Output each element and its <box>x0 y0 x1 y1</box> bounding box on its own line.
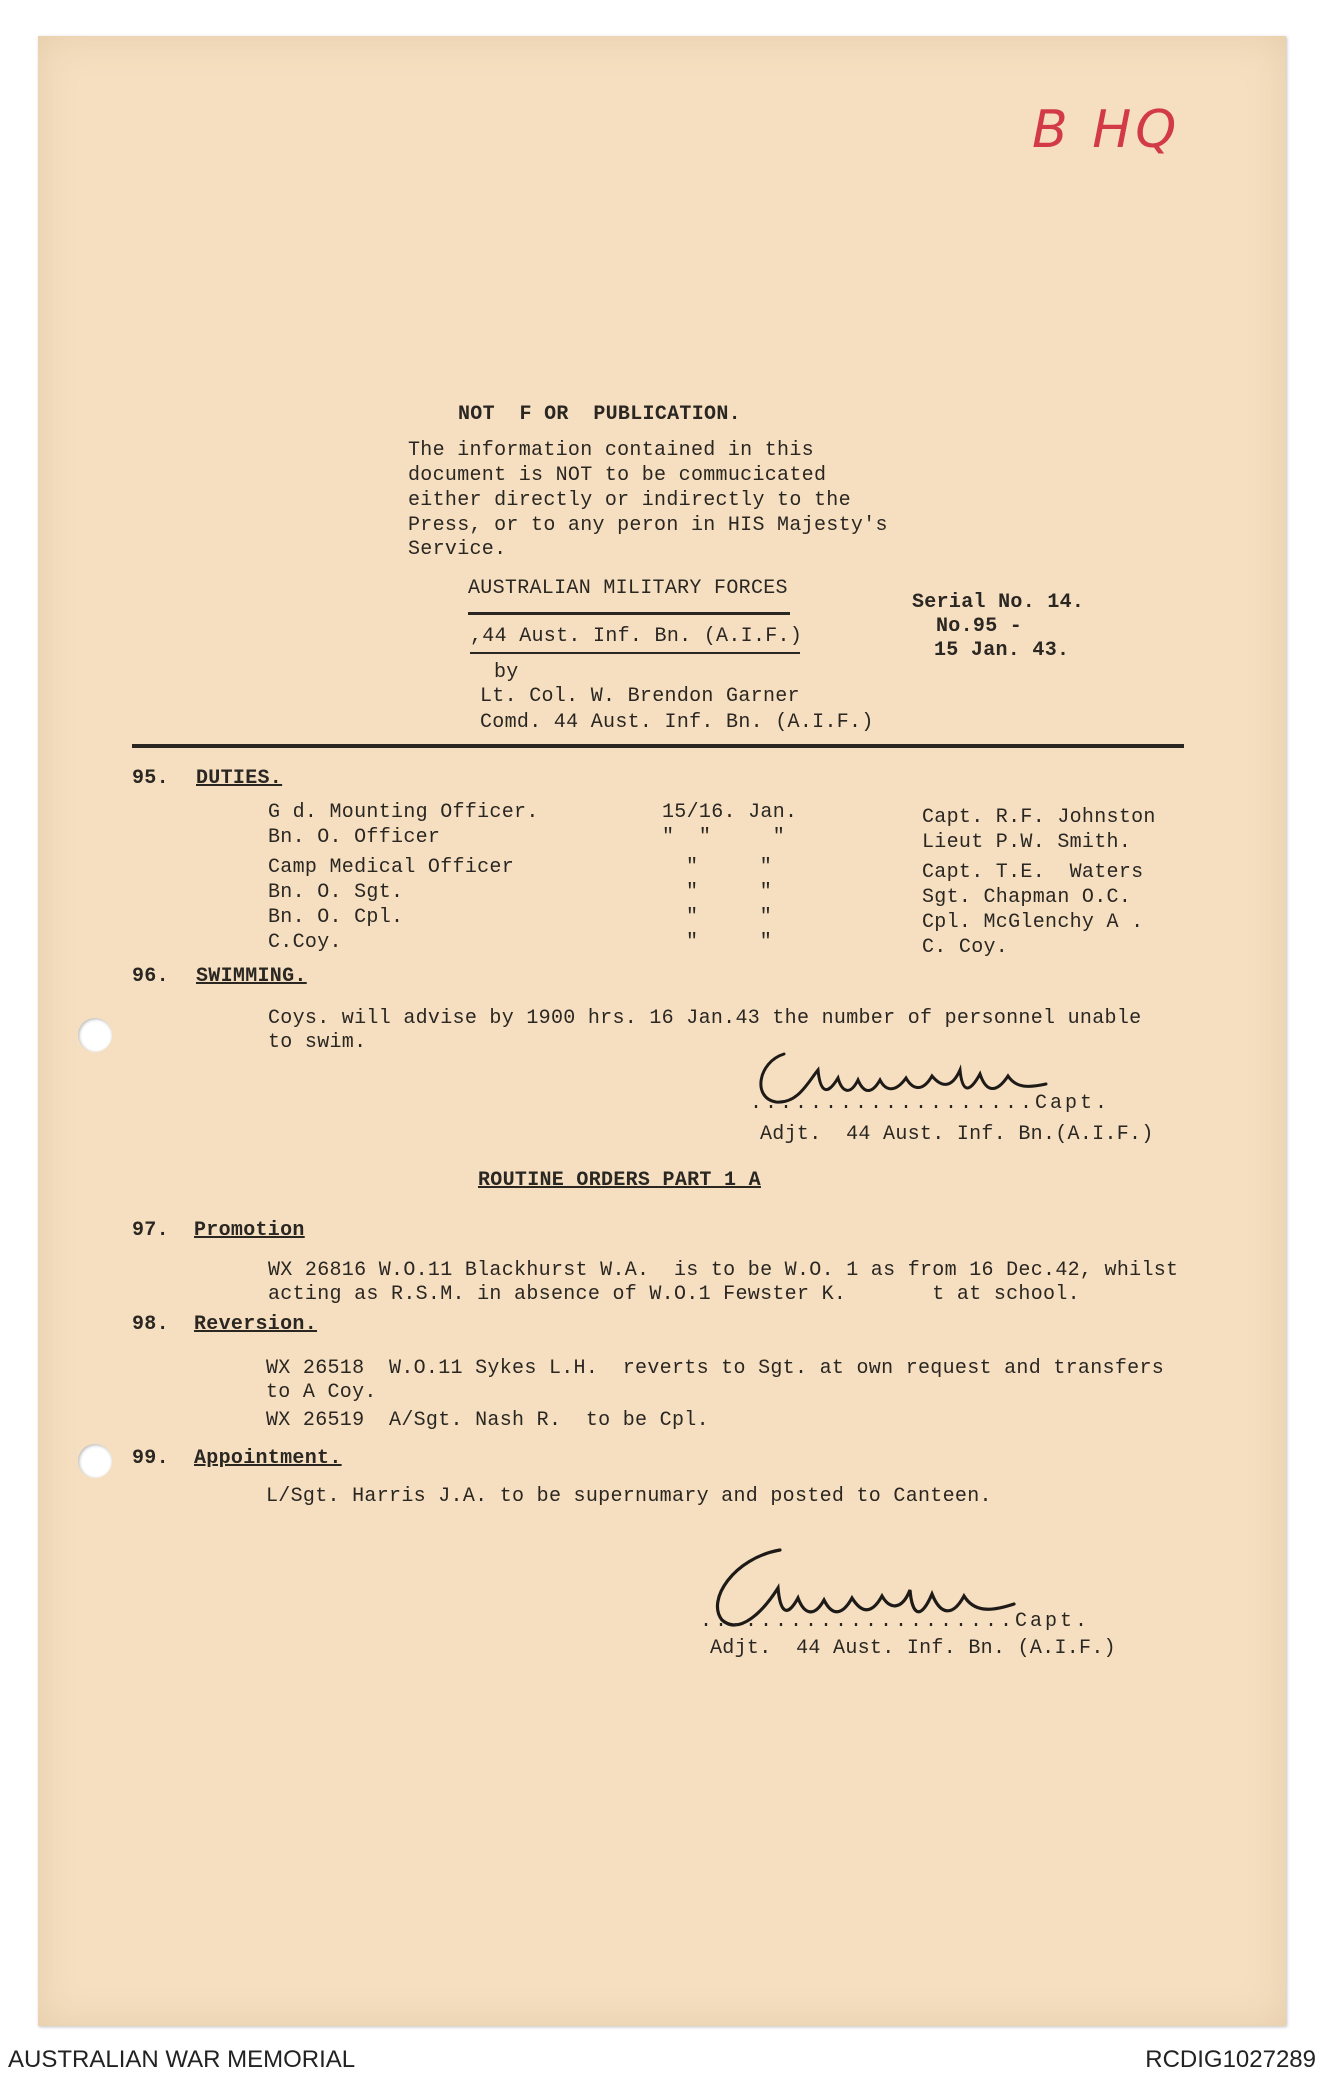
promotion-title: Promotion <box>194 1219 305 1242</box>
duty-date: " " " <box>662 826 786 849</box>
battalion-underline <box>470 652 800 654</box>
notice-title: NOT F OR PUBLICATION. <box>458 403 741 426</box>
swimming-line: to swim. <box>268 1031 367 1054</box>
battalion-heading: ,44 Aust. Inf. Bn. (A.I.F.) <box>470 625 803 648</box>
command-title: Comd. 44 Aust. Inf. Bn. (A.I.F.) <box>480 711 874 734</box>
punch-hole-bottom <box>78 1444 112 1478</box>
notice-line: Service. <box>408 538 507 561</box>
duty-role: Camp Medical Officer <box>268 856 515 879</box>
order-date: 15 Jan. 43. <box>934 639 1070 662</box>
duty-person: Sgt. Chapman O.C. <box>922 886 1132 909</box>
notice-line: either directly or indirectly to the <box>408 489 851 512</box>
forces-heading: AUSTRALIAN MILITARY FORCES <box>468 577 788 600</box>
forces-underline <box>468 612 790 615</box>
duty-date: " " <box>686 906 773 929</box>
duty-role: Bn. O. Sgt. <box>268 881 404 904</box>
duty-role: Bn. O. Cpl. <box>268 906 404 929</box>
by-text: by <box>494 661 519 684</box>
swimming-line: Coys. will advise by 1900 hrs. 16 Jan.43 the number of personnel unable <box>268 1007 1142 1030</box>
duties-title: DUTIES. <box>196 767 283 790</box>
item-number: 98. <box>132 1313 169 1336</box>
swimming-title: SWIMMING. <box>196 965 307 988</box>
adjutant-title: Adjt. 44 Aust. Inf. Bn. (A.I.F.) <box>710 1637 1116 1660</box>
item-number: 99. <box>132 1447 169 1470</box>
serial-number: Serial No. 14. <box>912 591 1085 614</box>
adjutant-title: Adjt. 44 Aust. Inf. Bn.(A.I.F.) <box>760 1123 1154 1146</box>
punch-hole-top <box>78 1018 112 1052</box>
duty-person: Cpl. McGlenchy A . <box>922 911 1144 934</box>
item-number: 97. <box>132 1219 169 1242</box>
promotion-line: acting as R.S.M. in absence of W.O.1 Fewster K. t at school. <box>268 1283 1080 1306</box>
duty-date: " " <box>686 931 773 954</box>
footer-id: RCDIG1027289 <box>1145 2046 1316 2073</box>
reversion-line: WX 26518 W.O.11 Sykes L.H. reverts to Sgt. at own request and transfers <box>266 1357 1165 1380</box>
duty-date: " " <box>686 881 773 904</box>
reversion-line: WX 26519 A/Sgt. Nash R. to be Cpl. <box>266 1409 709 1432</box>
duty-role: G d. Mounting Officer. <box>268 801 539 824</box>
appointment-line: L/Sgt. Harris J.A. to be supernumary and posted to Canteen. <box>266 1485 992 1508</box>
duty-date: " " <box>686 856 773 879</box>
promotion-line: WX 26816 W.O.11 Blackhurst W.A. is to be W.O. 1 as from 16 Dec.42, whilst <box>268 1259 1179 1282</box>
duty-person: C. Coy. <box>922 936 1009 959</box>
duty-role: Bn. O. Officer <box>268 826 441 849</box>
order-number: No.95 - <box>936 615 1023 638</box>
signature-dots: .....................Capt. <box>700 1610 1091 1633</box>
reversion-line: to A Coy. <box>266 1381 377 1404</box>
reversion-title: Reversion. <box>194 1313 318 1336</box>
signature-dots: ...................Capt. <box>750 1092 1111 1115</box>
bhq-stamp: B HQ <box>1032 100 1181 160</box>
footer-source: AUSTRALIAN WAR MEMORIAL <box>8 2046 356 2073</box>
duty-person: Capt. T.E. Waters <box>922 861 1144 884</box>
duty-person: Lieut P.W. Smith. <box>922 831 1132 854</box>
notice-line: Press, or to any peron in HIS Majesty's <box>408 514 888 537</box>
duty-date: 15/16. Jan. <box>662 801 798 824</box>
duty-person: Capt. R.F. Johnston <box>922 806 1156 829</box>
commander-name: Lt. Col. W. Brendon Garner <box>480 685 800 708</box>
header-divider <box>132 744 1184 748</box>
appointment-title: Appointment. <box>194 1447 342 1470</box>
item-number: 96. <box>132 965 169 988</box>
item-number: 95. <box>132 767 169 790</box>
notice-line: The information contained in this <box>408 439 814 462</box>
routine-orders-title: ROUTINE ORDERS PART 1 A <box>478 1169 761 1192</box>
notice-line: document is NOT to be commucicated <box>408 464 827 487</box>
duty-role: C.Coy. <box>268 931 342 954</box>
